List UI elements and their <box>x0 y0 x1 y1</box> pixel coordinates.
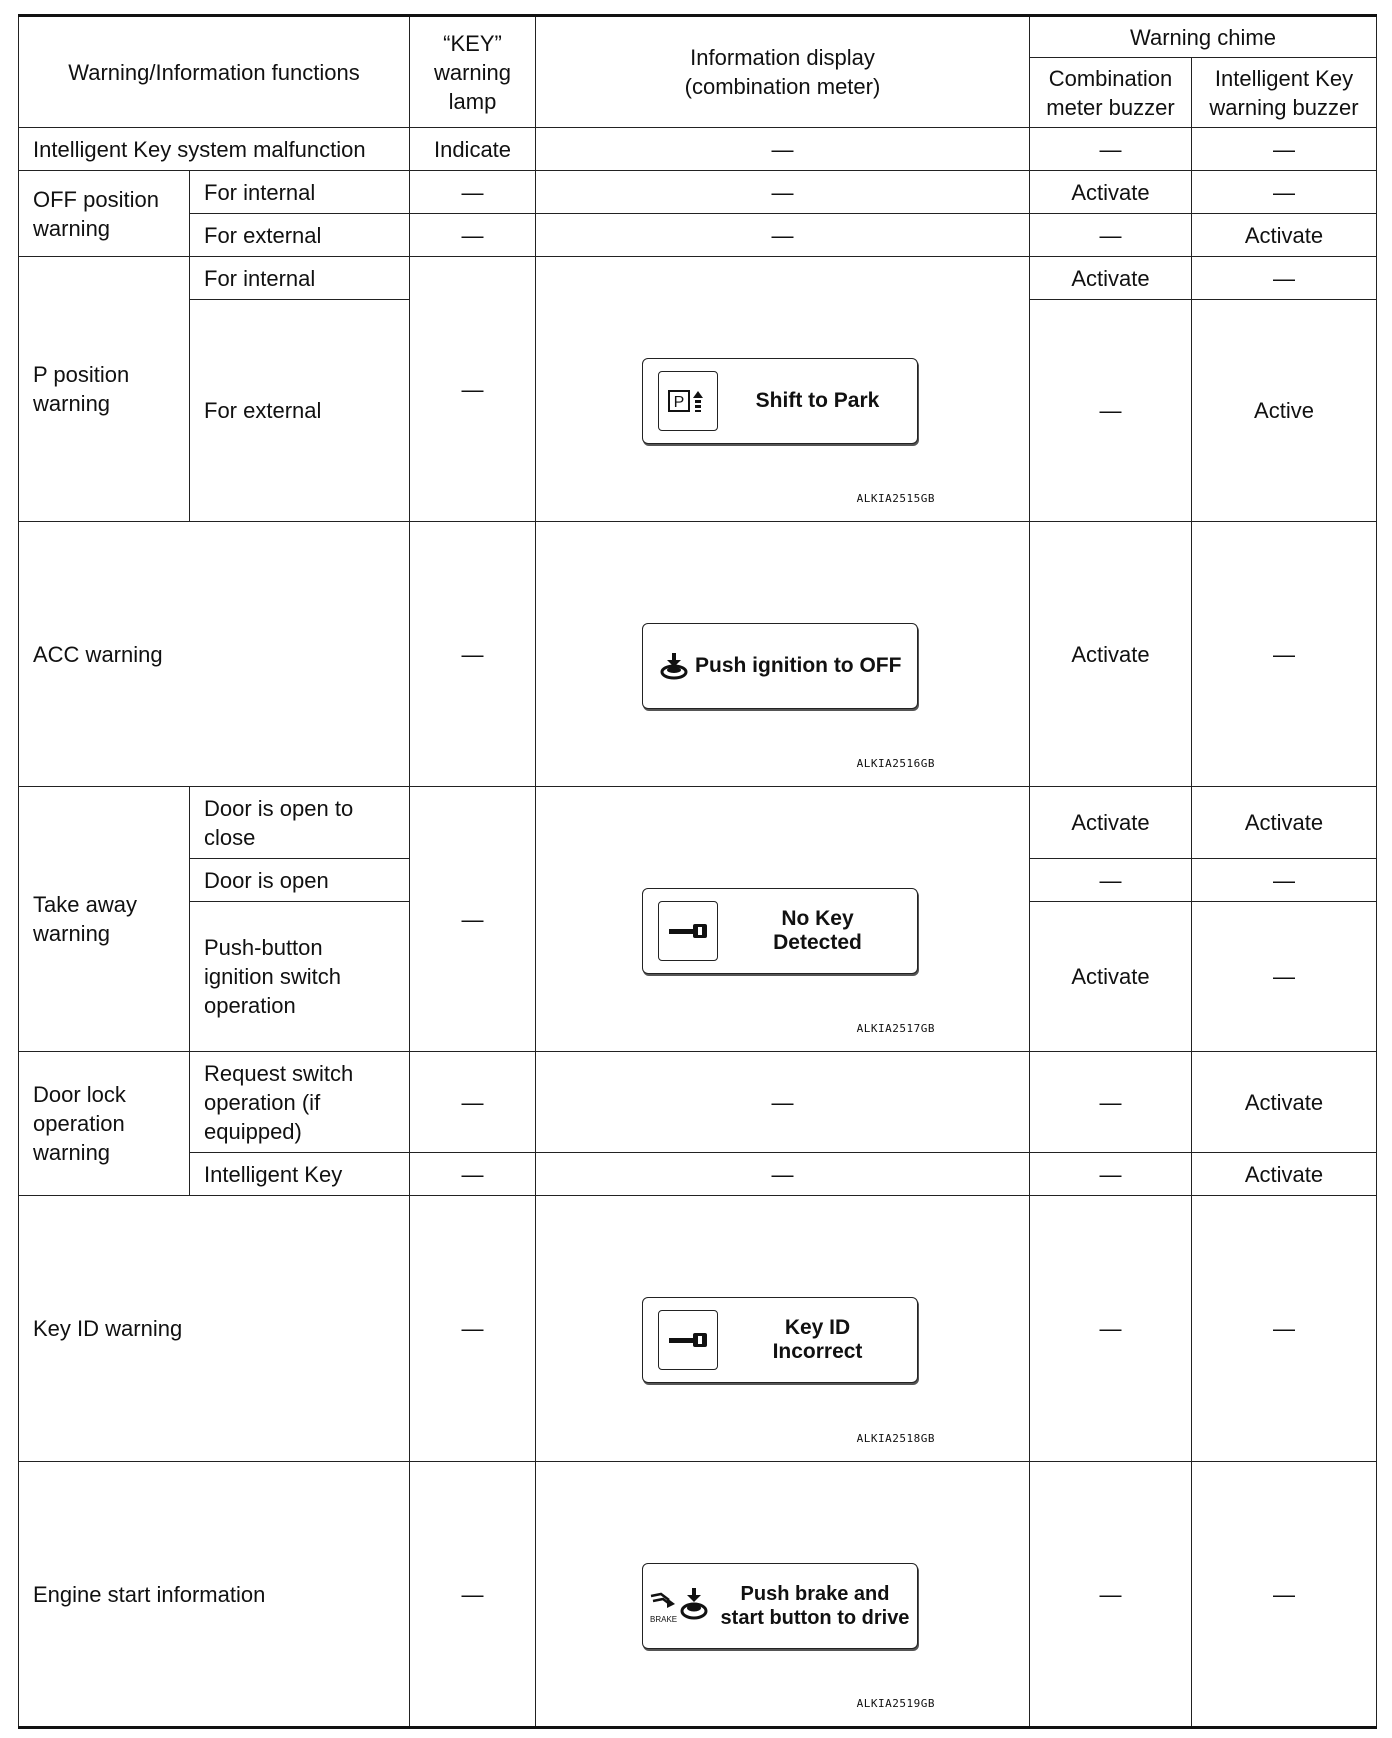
off-external-lamp: — <box>410 214 536 257</box>
push-brake-start-text: Push brake and start button to drive <box>720 1583 910 1629</box>
shift-to-park-text: Shift to Park <box>755 389 880 412</box>
doorlock-ikey-display: — <box>536 1153 1030 1196</box>
key-id-incorrect-text: Key ID Incorrect <box>772 1316 863 1363</box>
takeaway-lamp: — <box>410 787 536 1052</box>
doorlock-ikey-ikey: Activate <box>1192 1153 1377 1196</box>
keyid-lamp: — <box>410 1196 536 1462</box>
p-lamp: — <box>410 257 536 522</box>
svg-text:P: P <box>673 394 685 411</box>
doorlock-request-combo: — <box>1030 1052 1192 1153</box>
takeaway-push-ikey: — <box>1192 902 1377 1052</box>
doorlock-request-ikey: Activate <box>1192 1052 1377 1153</box>
keyid-label: Key ID warning <box>19 1196 410 1462</box>
takeaway-display-cell <box>536 787 1030 1052</box>
engine-display-cell <box>536 1462 1030 1728</box>
p-display-wrap <box>536 257 1029 521</box>
doorlock-request-label: Request switch operation (if equipped) <box>190 1052 410 1153</box>
table-row-doorlock-ikey <box>19 1153 1377 1196</box>
p-external-label: For external <box>190 300 410 522</box>
ignition-push-icon-wrap <box>659 652 689 680</box>
engine-label: Engine start information <box>19 1462 410 1728</box>
keyid-ikey: — <box>1192 1196 1377 1462</box>
push-ignition-off-display <box>642 623 918 709</box>
acc-combo: Activate <box>1030 522 1192 787</box>
doorlock-label: Door lock operation warning <box>19 1052 190 1196</box>
engine-lamp: — <box>410 1462 536 1728</box>
no-key-detected-display <box>642 888 918 974</box>
p-external-ikey: Active <box>1192 300 1377 522</box>
p-figure-code: ALKIA2515GB <box>856 492 935 505</box>
engine-figure-code: ALKIA2519GB <box>856 1697 935 1710</box>
key-id-incorrect-display <box>642 1297 918 1383</box>
doorlock-ikey-combo: — <box>1030 1153 1192 1196</box>
acc-label: ACC warning <box>19 522 410 787</box>
push-ignition-off-text: Push ignition to OFF <box>695 654 902 677</box>
park-indicator-box <box>658 371 718 431</box>
acc-display-wrap <box>536 522 1029 786</box>
doorlock-request-lamp: — <box>410 1052 536 1153</box>
p-internal-ikey: — <box>1192 257 1377 300</box>
p-label: P position warning <box>19 257 190 522</box>
malfunction-lamp: Indicate <box>410 128 536 171</box>
takeaway-close-label: Door is open to close <box>190 787 410 859</box>
off-internal-label: For internal <box>190 171 410 214</box>
engine-combo: — <box>1030 1462 1192 1728</box>
table-row-off-internal <box>19 171 1377 214</box>
header-combo-buzzer: Combination meter buzzer <box>1030 58 1192 128</box>
takeaway-push-label: Push-button ignition switch operation <box>190 902 410 1052</box>
table-row-off-external <box>19 214 1377 257</box>
keyid-indicator-box <box>658 1310 718 1370</box>
brake-start-icon-wrap <box>647 1586 713 1626</box>
takeaway-display-wrap <box>536 787 1029 1051</box>
takeaway-close-ikey: Activate <box>1192 787 1377 859</box>
p-external-combo: — <box>1030 300 1192 522</box>
takeaway-push-combo: Activate <box>1030 902 1192 1052</box>
acc-ikey: — <box>1192 522 1377 787</box>
park-shift-icon <box>667 388 709 414</box>
takeaway-open-combo: — <box>1030 859 1192 902</box>
off-internal-lamp: — <box>410 171 536 214</box>
table-row-malfunction <box>19 128 1377 171</box>
shift-to-park-display <box>642 358 918 444</box>
key-icon <box>667 921 709 941</box>
warning-function-table-wrapper <box>18 14 1376 1729</box>
off-external-combo: — <box>1030 214 1192 257</box>
engine-display-wrap <box>536 1462 1029 1726</box>
header-row-1 <box>19 16 1377 58</box>
acc-figure-code: ALKIA2516GB <box>856 757 935 770</box>
ignition-push-icon <box>659 652 689 680</box>
header-ikey-buzzer: Intelligent Key warning buzzer <box>1192 58 1377 128</box>
takeaway-open-label: Door is open <box>190 859 410 902</box>
takeaway-figure-code: ALKIA2517GB <box>856 1022 935 1035</box>
warning-function-table <box>18 14 1377 1729</box>
header-functions: Warning/Information functions <box>19 16 410 128</box>
off-internal-combo: Activate <box>1030 171 1192 214</box>
key-indicator-box <box>658 901 718 961</box>
table-row-p-internal <box>19 257 1377 300</box>
doorlock-ikey-lamp: — <box>410 1153 536 1196</box>
takeaway-open-ikey: — <box>1192 859 1377 902</box>
doorlock-request-display: — <box>536 1052 1030 1153</box>
takeaway-label: Take away warning <box>19 787 190 1052</box>
header-key-lamp: “KEY” warning lamp <box>410 16 536 128</box>
svg-text:BRAKE: BRAKE <box>650 1615 678 1624</box>
acc-display-cell <box>536 522 1030 787</box>
table-row-takeaway-close <box>19 787 1377 859</box>
malfunction-display: — <box>536 128 1030 171</box>
keyid-display-cell <box>536 1196 1030 1462</box>
keyid-figure-code: ALKIA2518GB <box>856 1432 935 1445</box>
keyid-combo: — <box>1030 1196 1192 1462</box>
table-row-keyid <box>19 1196 1377 1462</box>
off-external-label: For external <box>190 214 410 257</box>
doorlock-ikey-label: Intelligent Key <box>190 1153 410 1196</box>
p-internal-label: For internal <box>190 257 410 300</box>
malfunction-combo: — <box>1030 128 1192 171</box>
off-external-ikey: Activate <box>1192 214 1377 257</box>
malfunction-ikey: — <box>1192 128 1377 171</box>
p-display-cell <box>536 257 1030 522</box>
table-row-acc <box>19 522 1377 787</box>
off-external-display: — <box>536 214 1030 257</box>
push-brake-start-display <box>642 1563 918 1649</box>
no-key-detected-text: No Key Detected <box>773 907 862 954</box>
table-row-engine <box>19 1462 1377 1728</box>
header-warning-chime: Warning chime <box>1030 16 1377 58</box>
brake-start-icon <box>647 1586 713 1626</box>
keyid-display-wrap <box>536 1196 1029 1461</box>
engine-ikey: — <box>1192 1462 1377 1728</box>
p-internal-combo: Activate <box>1030 257 1192 300</box>
header-info-display: Information display (combination meter) <box>536 16 1030 128</box>
acc-lamp: — <box>410 522 536 787</box>
key-icon <box>667 1330 709 1350</box>
off-internal-display: — <box>536 171 1030 214</box>
off-label: OFF position warning <box>19 171 190 257</box>
takeaway-close-combo: Activate <box>1030 787 1192 859</box>
off-internal-ikey: — <box>1192 171 1377 214</box>
table-row-doorlock-request <box>19 1052 1377 1153</box>
malfunction-label: Intelligent Key system malfunction <box>19 128 410 171</box>
